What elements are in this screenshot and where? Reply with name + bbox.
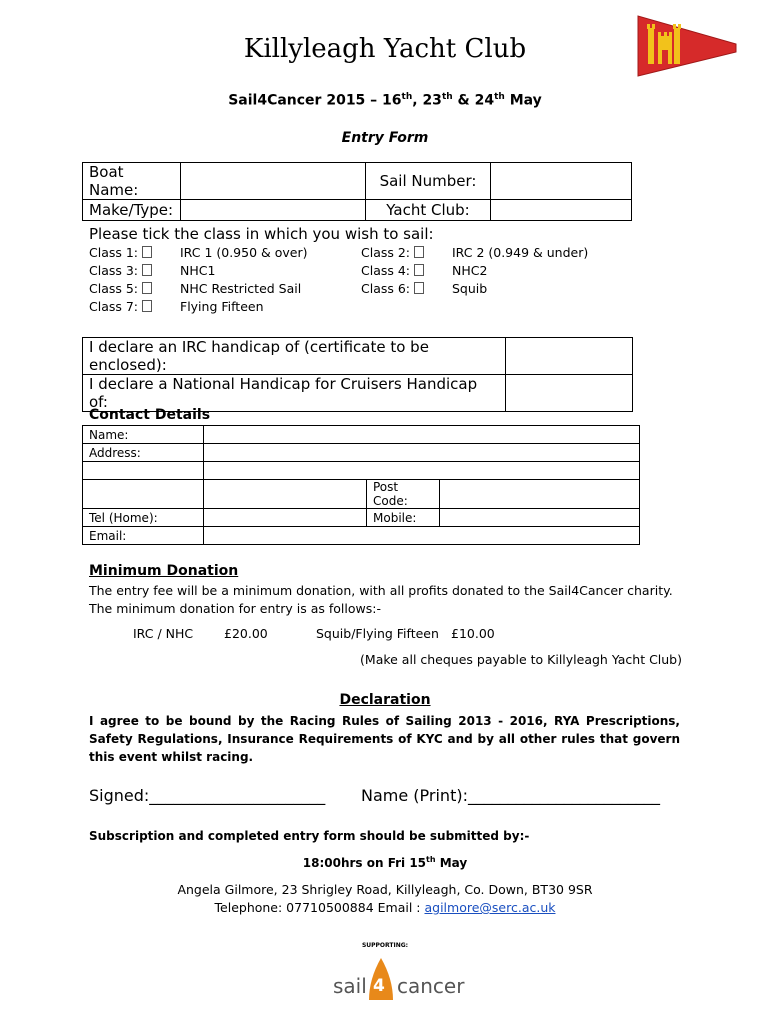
class-1-checkbox[interactable]: [142, 246, 152, 258]
class-3-name: NHC1: [180, 263, 216, 278]
class-2-name: IRC 2 (0.949 & under): [452, 245, 589, 260]
sail4cancer-logo: [333, 958, 465, 1006]
mobile-field[interactable]: [440, 509, 640, 527]
logo-text-sail: sail: [333, 974, 367, 998]
logo-text-cancer: cancer: [397, 974, 465, 998]
address-field-1[interactable]: [204, 444, 640, 462]
class-5-checkbox[interactable]: [142, 282, 152, 294]
nhc-handicap-field[interactable]: [506, 375, 633, 412]
post-code-label: Post Code:: [367, 480, 440, 509]
handicap-table: [82, 337, 633, 412]
class-2-checkbox[interactable]: [414, 246, 424, 258]
donation-text: The entry fee will be a minimum donation, with all profits donated to the Sail4Cancer charity. The minimum donation for entry is as follows:-: [89, 583, 673, 616]
email-field[interactable]: [204, 527, 640, 545]
irc-declaration-label: I declare an IRC handicap of (certificate to be enclosed):: [83, 338, 506, 375]
contact-heading: Contact Details: [89, 407, 211, 423]
address-label: Address:: [83, 444, 204, 462]
cheques-note: (Make all cheques payable to Killyleagh Yacht Club): [360, 652, 682, 667]
make-type-label: Make/Type:: [83, 200, 181, 221]
yacht-club-field[interactable]: [491, 200, 632, 221]
class-6-checkbox[interactable]: [414, 282, 424, 294]
yacht-club-label: Yacht Club:: [366, 200, 491, 221]
declaration-heading: Declaration: [339, 692, 431, 708]
make-type-field[interactable]: [181, 200, 366, 221]
class-7: [89, 299, 152, 314]
donation-heading: Minimum Donation: [89, 563, 239, 579]
declaration-text: I agree to be bound by the Racing Rules of Sailing 2013 - 2016, RYA Prescriptions, Safety Regulations, Insurance Requirements of KYC and by all other rules that govern this event whilst racing.: [89, 714, 680, 764]
email-label: Email:: [83, 527, 204, 545]
contact-address: Angela Gilmore, 23 Shrigley Road, Killyleagh, Co. Down, BT30 9SR: [177, 882, 593, 897]
contact-table: [82, 425, 640, 545]
class-4-name: NHC2: [452, 263, 488, 278]
class-6: [361, 281, 424, 296]
address-field-2[interactable]: [204, 462, 640, 480]
contact-phone-email: Telephone: 07710500884 Email : agilmore@serc.ac.uk: [214, 900, 556, 915]
class-4-label: Class 4:: [361, 263, 411, 278]
boat-name-field[interactable]: [181, 163, 366, 200]
submission-intro: Subscription and completed entry form should be submitted by:-: [89, 829, 530, 843]
class-4: [361, 263, 424, 278]
class-6-name: Squib: [452, 281, 488, 296]
class-4-checkbox[interactable]: [414, 264, 424, 276]
form-title: Entry Form: [341, 130, 429, 146]
tel-home-label: Tel (Home):: [83, 509, 204, 527]
class-7-label: Class 7:: [89, 299, 139, 314]
class-1-name: IRC 1 (0.950 & over): [180, 245, 308, 260]
deadline: 18:00hrs on Fri 15th May: [302, 855, 468, 870]
class-5: [89, 281, 152, 296]
irc-nhc-label: IRC / NHC: [133, 626, 194, 641]
boat-name-label: Boat Name:: [83, 163, 181, 200]
class-5-label: Class 5:: [89, 281, 139, 296]
class-1: [89, 245, 152, 260]
class-7-checkbox[interactable]: [142, 300, 152, 312]
squib-ff-label: Squib/Flying Fifteen: [316, 626, 439, 641]
class-3-checkbox[interactable]: [142, 264, 152, 276]
event-subtitle: Sail4Cancer 2015 – 16th, 23th & 24th May: [228, 92, 542, 109]
post-code-field[interactable]: [440, 480, 640, 509]
page-title: Killyleagh Yacht Club: [243, 34, 527, 64]
class-prompt: Please tick the class in which you wish to sail:: [89, 225, 434, 243]
irc-handicap-field[interactable]: [506, 338, 633, 375]
class-7-name: Flying Fifteen: [180, 299, 264, 314]
address-field-3[interactable]: [204, 480, 367, 509]
class-1-label: Class 1:: [89, 245, 139, 260]
name-field[interactable]: [204, 426, 640, 444]
irc-nhc-fee: £20.00: [224, 626, 268, 641]
mobile-label: Mobile:: [367, 509, 440, 527]
tel-home-field[interactable]: [204, 509, 367, 527]
logo-text-4: 4: [373, 976, 385, 996]
class-3-label: Class 3:: [89, 263, 139, 278]
name-print-field[interactable]: Name (Print):________________________: [361, 786, 660, 805]
supporting-label: SUPPORTING:: [361, 942, 409, 949]
class-2: [361, 245, 424, 260]
nhc-declaration-label: I declare a National Handicap for Cruisers Handicap of:: [83, 375, 506, 412]
class-3: [89, 263, 152, 278]
squib-ff-fee: £10.00: [451, 626, 495, 641]
class-2-label: Class 2:: [361, 245, 411, 260]
boat-details-table: [82, 162, 632, 221]
sail-number-label: Sail Number:: [366, 163, 491, 200]
class-5-name: NHC Restricted Sail: [180, 281, 302, 296]
sail-number-field[interactable]: [491, 163, 632, 200]
signed-field[interactable]: Signed:______________________: [89, 786, 326, 805]
class-6-label: Class 6:: [361, 281, 411, 296]
email-link[interactable]: agilmore@serc.ac.uk: [424, 900, 556, 915]
name-label: Name:: [83, 426, 204, 444]
